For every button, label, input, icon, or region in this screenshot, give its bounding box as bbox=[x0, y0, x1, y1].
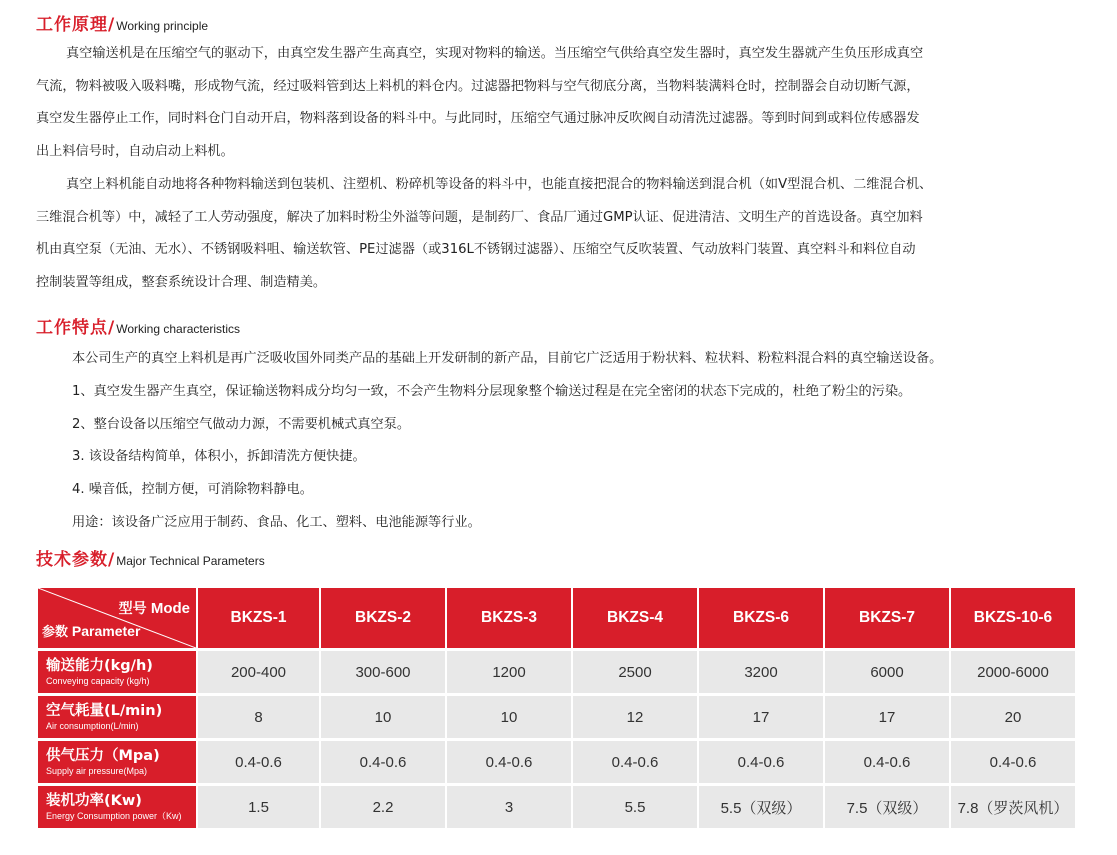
table-cell: 20 bbox=[951, 696, 1075, 738]
principle-paragraph-1 bbox=[36, 38, 1076, 169]
table-cell: 8 bbox=[198, 696, 319, 738]
table-cell: 0.4-0.6 bbox=[825, 741, 949, 783]
table-row bbox=[38, 786, 1075, 828]
text-line: 真空上料机能自动地将各种物料输送到包装机、注塑机、粉碎机等设备的料斗中，也能直接把混合的物料输送到混合机（如V型混合机、二维混合机、 bbox=[66, 177, 933, 192]
row-header-conveying-capacity: 输送能力(kg/h) Conveying capacity (kg/h) bbox=[38, 651, 196, 693]
table-cell: 7.5（双级） bbox=[825, 786, 949, 828]
text-line: 三维混合机等）中，减轻了工人劳动强度，解决了加料时粉尘外溢等问题，是制药厂、食品厂通过GMP认证、促进清洁、文明生产的首选设备。真空加料 bbox=[36, 209, 923, 225]
characteristic-item: 1、真空发生器产生真空，保证输送物料成分均匀一致，不会产生物料分层现象整个输送过程是在完全密闭的状态下完成的，杜绝了粉尘的污染。 bbox=[72, 384, 912, 399]
table-cell: 0.4-0.6 bbox=[951, 741, 1075, 783]
usage-line: 用途：该设备广泛应用于制药、食品、化工、塑料、电池能源等行业。 bbox=[72, 515, 481, 530]
table-cell: 2500 bbox=[573, 651, 697, 693]
text-line: 控制装置等组成，整套系统设计合理、制造精美。 bbox=[36, 275, 327, 291]
table-cell: 17 bbox=[825, 696, 949, 738]
section-title-zh: 工作原理 bbox=[36, 15, 108, 35]
table-cell: 6000 bbox=[825, 651, 949, 693]
model-header: BKZS-6 bbox=[699, 588, 823, 648]
table-cell: 300-600 bbox=[321, 651, 445, 693]
model-header: BKZS-3 bbox=[447, 588, 571, 648]
row-header-supply-air-pressure: 供气压力（Mpa) Supply air pressure(Mpa) bbox=[38, 741, 196, 783]
corner-parameter-label: 参数 Parameter bbox=[42, 623, 141, 640]
table-cell: 1.5 bbox=[198, 786, 319, 828]
table-cell: 0.4-0.6 bbox=[699, 741, 823, 783]
table-corner-header bbox=[38, 588, 196, 648]
table-row bbox=[38, 696, 1075, 738]
text-line: 真空发生器停止工作，同时料仓门自动开启，物料落到设备的料斗中。与此同时，压缩空气通过脉冲反吹阀自动清洗过滤器。等到时间到或料位传感器发 bbox=[36, 111, 920, 127]
corner-model-label: 型号 Mode bbox=[118, 600, 190, 617]
characteristic-item: 4. 噪音低，控制方便，可消除物料静电。 bbox=[72, 482, 313, 497]
row-header-air-consumption: 空气耗量(L/min) Air consumption(L/min) bbox=[38, 696, 196, 738]
model-header: BKZS-10-6 bbox=[951, 588, 1075, 648]
characteristic-item: 2、整台设备以压缩空气做动力源，不需要机械式真空泵。 bbox=[72, 417, 411, 432]
table-cell: 200-400 bbox=[198, 651, 319, 693]
section-title-zh: 技术参数 bbox=[36, 550, 108, 570]
table-cell: 5.5（双级） bbox=[699, 786, 823, 828]
table-cell: 0.4-0.6 bbox=[198, 741, 319, 783]
table-cell: 0.4-0.6 bbox=[321, 741, 445, 783]
section-title-en: Working principle bbox=[116, 19, 209, 33]
table-cell: 3 bbox=[447, 786, 571, 828]
model-header: BKZS-4 bbox=[573, 588, 697, 648]
table-row bbox=[38, 651, 1075, 693]
section-title-working-principle: 工作原理 / Working principle bbox=[36, 10, 208, 35]
section-title-en: Major Technical Parameters bbox=[116, 554, 265, 568]
text-line: 出上料信号时，自动启动上料机。 bbox=[36, 144, 234, 160]
parameter-table bbox=[36, 585, 1077, 831]
model-header: BKZS-2 bbox=[321, 588, 445, 648]
table-cell: 0.4-0.6 bbox=[447, 741, 571, 783]
table-cell: 1200 bbox=[447, 651, 571, 693]
table-cell: 2000-6000 bbox=[951, 651, 1075, 693]
text-line: 气流，物料被吸入吸料嘴，形成物气流，经过吸料管到达上料机的料仓内。过滤器把物料与空气彻底分离，当物料装满料仓时，控制器会自动切断气源， bbox=[36, 78, 920, 94]
table-cell: 3200 bbox=[699, 651, 823, 693]
characteristic-item: 3. 该设备结构简单，体积小，拆卸清洗方便快捷。 bbox=[72, 449, 366, 464]
table-cell: 12 bbox=[573, 696, 697, 738]
section-title-working-characteristics: 工作特点 / Working characteristics bbox=[36, 313, 240, 338]
table-cell: 0.4-0.6 bbox=[573, 741, 697, 783]
section-title-zh: 工作特点 bbox=[36, 318, 108, 338]
table-cell: 17 bbox=[699, 696, 823, 738]
section-title-en: Working characteristics bbox=[116, 322, 241, 336]
principle-paragraph-2 bbox=[36, 169, 1076, 300]
table-row bbox=[38, 741, 1075, 783]
text-line: 真空输送机是在压缩空气的驱动下，由真空发生器产生高真空，实现对物料的输送。当压缩空气供给真空发生器时，真空发生器就产生负压形成真空 bbox=[66, 46, 924, 61]
table-cell: 10 bbox=[321, 696, 445, 738]
model-header: BKZS-1 bbox=[198, 588, 319, 648]
text-line: 机由真空泵（无油、无水）、不锈钢吸料咀、输送软管、PE过滤器（或316L不锈钢过滤器）、压缩空气反吹装置、气动放料门装置、真空料斗和料位自动 bbox=[36, 242, 916, 258]
table-cell: 5.5 bbox=[573, 786, 697, 828]
table-header-row bbox=[38, 588, 1075, 648]
characteristics-intro: 本公司生产的真空上料机是再广泛吸收国外同类产品的基础上开发研制的新产品，目前它广泛适用于粉状料、粒状料、粉粒料混合料的真空输送设备。 bbox=[72, 351, 943, 366]
table-cell: 10 bbox=[447, 696, 571, 738]
model-header: BKZS-7 bbox=[825, 588, 949, 648]
table-cell: 2.2 bbox=[321, 786, 445, 828]
row-header-installed-power: 装机功率(Kw) Energy Consumption power（Kw) bbox=[38, 786, 196, 828]
table-cell: 7.8（罗茨风机） bbox=[951, 786, 1075, 828]
section-title-technical-parameters: 技术参数 / Major Technical Parameters bbox=[36, 545, 265, 570]
